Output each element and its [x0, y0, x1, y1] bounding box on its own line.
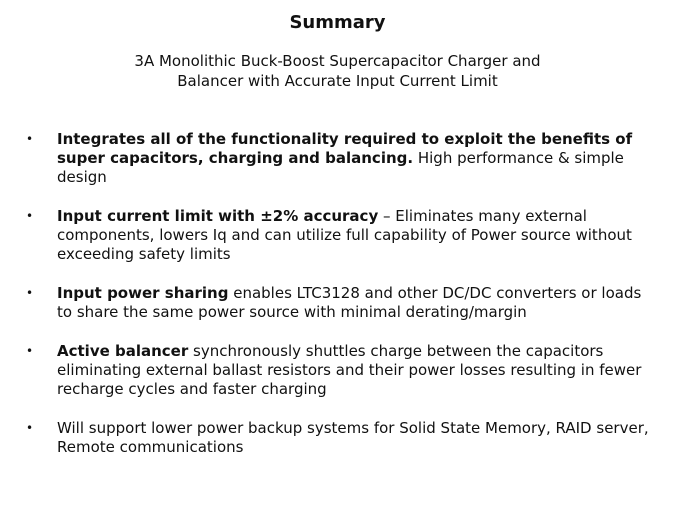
- bullet-text: synchronously shuttles charge between the capacitors eliminating external ballast resistors and their power losses resulting in fewer recharge cycles and faster charging: [57, 342, 642, 398]
- bullet-bold-text: Input current limit with ±2% accuracy: [57, 207, 379, 225]
- bullet-text: enables LTC3128 and other DC/DC converters or loads to share the same power source with minimal derating/margin: [57, 284, 642, 321]
- bullet-text: – Eliminates many external components, lowers Iq and can utilize full capability of Power source without exceeding safety limits: [57, 207, 632, 263]
- bullet-dot-icon: •: [26, 344, 34, 358]
- bullet-dot-icon: •: [26, 209, 34, 223]
- bullet-list: [26, 130, 656, 477]
- bullet-bold-text: Input power sharing: [57, 284, 229, 302]
- bullet-text: Will support lower power backup systems for Solid State Memory, RAID server, Remote communications: [57, 419, 649, 456]
- bullet-item-active-balancer: [26, 342, 656, 399]
- bullet-bold-text: Active balancer: [57, 342, 189, 360]
- bullet-item-functionality: [26, 130, 656, 187]
- bullet-bold-text: Integrates all of the functionality required to exploit the benefits of super capacitors, charging and balancing.: [57, 130, 633, 167]
- slide-subtitle: [60, 51, 615, 91]
- bullet-dot-icon: •: [26, 132, 34, 146]
- bullet-item-input-current-limit: [26, 207, 656, 264]
- bullet-dot-icon: •: [26, 286, 34, 300]
- bullet-item-power-sharing: [26, 284, 656, 322]
- slide-title: Summary: [289, 12, 386, 33]
- subtitle-line-1: 3A Monolithic Buck-Boost Supercapacitor Charger and: [134, 52, 541, 70]
- bullet-item-backup-systems: [26, 419, 656, 457]
- bullet-text: High performance & simple design: [57, 149, 624, 186]
- bullet-dot-icon: •: [26, 421, 34, 435]
- subtitle-line-2: Balancer with Accurate Input Current Limit: [177, 72, 498, 90]
